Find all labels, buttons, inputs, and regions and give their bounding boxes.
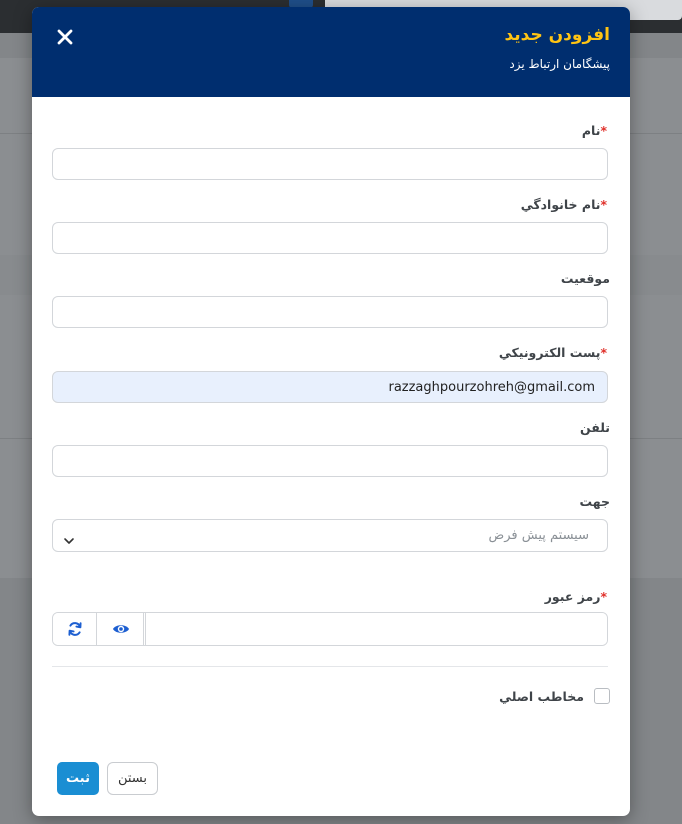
close-icon[interactable] bbox=[54, 26, 76, 48]
eye-icon bbox=[112, 621, 130, 637]
direction-select[interactable] bbox=[52, 519, 608, 552]
name-input[interactable] bbox=[52, 148, 608, 180]
save-button[interactable]: ثبت bbox=[57, 762, 99, 795]
generate-password-button[interactable] bbox=[53, 613, 97, 645]
refresh-icon bbox=[67, 621, 83, 637]
chevron-down-icon bbox=[63, 531, 75, 550]
dialog-title: افزودن جديد bbox=[504, 25, 610, 45]
required-marker: * bbox=[600, 345, 607, 360]
cancel-button[interactable]: بستن bbox=[107, 762, 158, 795]
show-password-button[interactable] bbox=[98, 613, 144, 645]
required-marker: * bbox=[600, 589, 607, 604]
divider bbox=[52, 666, 608, 667]
email-label: *پست الكترونيكي bbox=[498, 345, 607, 360]
email-field[interactable] bbox=[52, 371, 608, 403]
primary-contact-checkbox[interactable] bbox=[594, 688, 610, 704]
password-label: *رمز عبور bbox=[544, 589, 607, 604]
phone-input[interactable] bbox=[52, 445, 608, 477]
password-group bbox=[52, 612, 608, 646]
primary-contact-label: مخاطب اصلي bbox=[499, 689, 584, 704]
direction-selected-value: سيستم پيش فرض bbox=[488, 528, 589, 543]
dialog-subtitle: پيشگامان ارتباط يزد bbox=[509, 57, 610, 71]
family-input[interactable] bbox=[52, 222, 608, 254]
position-label: موقعيت bbox=[560, 271, 610, 286]
required-marker: * bbox=[600, 197, 607, 212]
family-label: *نام خانوادگي bbox=[520, 197, 607, 212]
password-input[interactable] bbox=[145, 613, 607, 645]
direction-label: جهت bbox=[579, 494, 610, 509]
required-marker: * bbox=[600, 123, 607, 138]
name-label: *نام bbox=[581, 123, 607, 138]
add-new-dialog bbox=[32, 7, 630, 816]
phone-label: تلفن bbox=[579, 420, 610, 435]
position-input[interactable] bbox=[52, 296, 608, 328]
dialog-header bbox=[32, 7, 630, 97]
